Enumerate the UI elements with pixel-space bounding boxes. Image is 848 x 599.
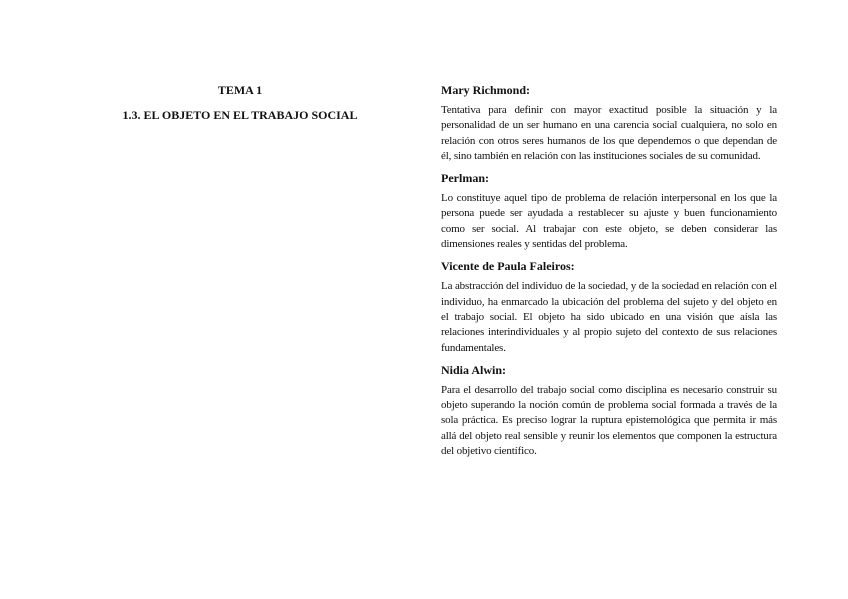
definition-paragraph: Tentativa para definir con mayor exactitud posible la situación y la personalidad de un ser humano en una carencia social cualquiera, no solo en relación con otros seres humanos de los que dependemos o que dependan de él, sino también en relación con las instituciones sociales de su comunidad. [441, 104, 777, 162]
section-heading: 1.3. EL OBJETO EN EL TRABAJO SOCIAL [122, 108, 358, 122]
author-heading: Mary Richmond: [441, 83, 530, 97]
section-mary-richmond [441, 82, 777, 164]
definition-paragraph: Para el desarrollo del trabajo social como disciplina es necesario construir su objeto superando la noción común de problema social formada a través de la sola práctica. Es preciso lograr la ruptura epistemológica que permita ir más allá del objeto real sensible y reunir los elementos que componen la estructura del objetivo científico. [441, 383, 777, 458]
definition-paragraph: La abstracción del individuo de la sociedad, y de la sociedad en relación con el individuo, ha enmarcado la ubicación del problema del sujeto y del objeto en el trabajo social. El objeto ha sido ubicado en una visión que aísla las relaciones interindividuales y al propio sujeto del contexto de sus relaciones fundamentales. [441, 280, 777, 354]
section-nidia-alwin [441, 362, 777, 459]
definition-paragraph: Lo constituye aquel tipo de problema de relación interpersonal en los que la persona puede ser ayudada a restablecer su ajuste y buen funcionamiento como ser social. Al trabajar con este objeto, se deben considerar las dimensiones reales y sentidas del problema. [441, 192, 777, 251]
section-perlman [441, 170, 777, 252]
section-vicente-de-paula-faleiros [441, 258, 777, 355]
right-column [441, 82, 777, 465]
left-column [90, 82, 390, 123]
topic-heading: TEMA 1 [217, 83, 263, 97]
author-heading: Perlman: [441, 171, 489, 186]
author-heading: Vicente de Paula Faleiros: [441, 259, 575, 274]
author-heading: Nidia Alwin: [441, 362, 507, 377]
